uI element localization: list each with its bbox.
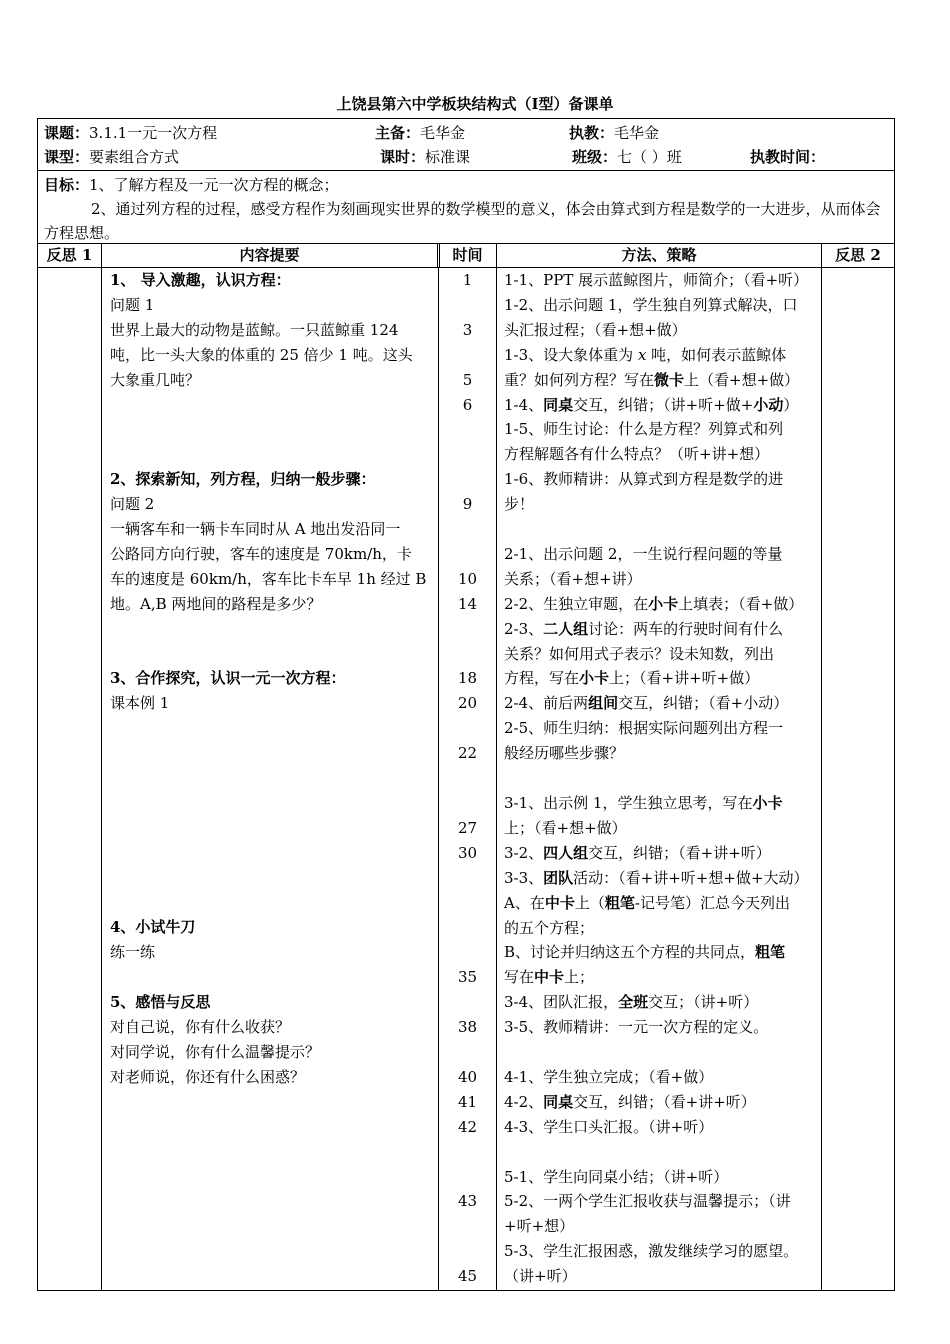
method-step: 上；（看+想+做） (504, 818, 627, 837)
method-step: 1-1、PPT 展示蓝鲸图片，师简介；（看+听） (504, 271, 809, 289)
goal-1: 1、了解方程及一元一次方程的概念； (89, 176, 339, 194)
teacher-value: 毛华金 (614, 124, 660, 142)
time-mark: 5 (462, 370, 473, 389)
method-step: 3-1、出示例 1，学生独立思考，写在小卡 (504, 794, 783, 812)
method-step: 4-1、学生独立完成；（看+做） (504, 1067, 714, 1086)
time-mark: 18 (457, 669, 478, 688)
class-value: 七（ ）班 (617, 148, 682, 166)
lesson-type-value: 要素组合方式 (89, 148, 180, 166)
section-4-title: 4、小试牛刀 (110, 918, 196, 937)
method-step: 头汇报过程；（看+想+做） (504, 320, 687, 339)
teacher-field (569, 121, 659, 145)
divider-col-time (496, 243, 497, 1290)
method-step: 1-4、同桌交互，纠错；（讲+听+做+小动） (504, 395, 799, 414)
section-2-text: 地。A,B 两地间的路程是多少？ (110, 594, 322, 613)
method-column (504, 268, 818, 1289)
method-step: 方程，写在小卡上；（看+讲+听+做） (504, 669, 760, 688)
method-step: 写在中卡上； (504, 968, 595, 987)
section-5-text: 对老师说，你还有什么困惑？ (110, 1067, 306, 1086)
col-header-time: 时间 (452, 246, 483, 264)
method-step: 1-5、师生讨论：什么是方程？列算式和列 (504, 420, 784, 439)
method-step: B、讨论并归纳这五个方程的共同点，粗笔 (504, 943, 786, 962)
time-mark: 27 (457, 818, 478, 837)
time-mark: 22 (457, 744, 478, 763)
method-step: 1-6、教师精讲：从算式到方程是数学的进 (504, 470, 784, 489)
method-step: （讲+听） (504, 1267, 577, 1286)
method-step: 2-1、出示问题 2，一生说行程问题的等量 (504, 544, 783, 563)
lesson-plan-table (37, 118, 895, 1291)
preparer-value: 毛华金 (420, 124, 466, 142)
divider-col-reflect1 (101, 243, 102, 1290)
time-mark: 41 (457, 1092, 478, 1111)
method-step: 2-2、生独立审题，在小卡上填表；（看+做） (504, 594, 804, 613)
section-2-text: 一辆客车和一辆卡车同时从 A 地出发沿同一 (110, 520, 401, 539)
section-1-title: 1、 导入激趣，认识方程： (110, 271, 291, 289)
time-mark: 14 (457, 594, 478, 613)
section-5-text: 对同学说，你有什么温馨提示？ (110, 1042, 321, 1061)
method-step: 的五个方程； (504, 918, 595, 937)
divider-header-goals (38, 170, 894, 171)
method-step: 2-5、师生归纳：根据实际问题列出方程一 (504, 719, 784, 738)
section-2-text: 车的速度是 60km/h，客车比卡车早 1h 经过 B (110, 569, 427, 588)
time-mark: 6 (462, 395, 473, 414)
method-step: 步！ (504, 495, 535, 514)
col-header-method: 方法、策略 (621, 246, 697, 264)
lesson-type-label: 课型： (44, 148, 90, 166)
section-3-text: 课本例 1 (110, 694, 170, 713)
teaching-time-field (750, 145, 825, 169)
method-step: 3-3、团队活动：（看+讲+听+想+做+大动） (504, 868, 809, 887)
time-mark: 30 (457, 843, 478, 862)
method-step: 方程解题各有什么特点？（听+讲+想） (504, 445, 770, 464)
lesson-type-field (44, 145, 179, 169)
period-label: 课时： (380, 148, 426, 166)
method-step: 5-3、学生汇报困惑，激发继续学习的愿望。 (504, 1242, 799, 1261)
method-step: 关系？如何用式子表示？设未知数，列出 (504, 644, 775, 663)
method-step: 4-3、学生口头汇报。（讲+听） (504, 1117, 714, 1136)
period-value: 标准课 (425, 148, 471, 166)
topic-label: 课题： (44, 124, 90, 142)
class-label: 班级： (572, 148, 618, 166)
method-step: 3-2、四人组交互，纠错；（看+讲+听） (504, 843, 771, 862)
time-mark: 42 (457, 1117, 478, 1136)
topic-value: 3.1.1一元一次方程 (89, 124, 218, 142)
method-step: 关系；（看+想+讲） (504, 569, 642, 588)
col-header-reflect1: 反思 1 (46, 246, 93, 264)
section-1-text: 大象重几吨？ (110, 370, 201, 389)
section-1-text: 世界上最大的动物是蓝鲸。一只蓝鲸重 124 (110, 320, 399, 339)
time-mark: 9 (462, 495, 473, 514)
teacher-label: 执教： (569, 124, 615, 142)
time-mark: 40 (457, 1067, 478, 1086)
goal-2: 2、通过列方程的过程，感受方程作为刻画现实世界的数学模型的意义，体会由算式到方程是数学的一大进步，从而体会方程思想。 (44, 200, 881, 242)
period-field (380, 145, 470, 169)
time-mark: 38 (457, 1017, 478, 1036)
section-1-question-label: 问题 1 (110, 295, 155, 314)
method-step: 2-4、前后两组间交互，纠错；（看+小动） (504, 694, 789, 713)
section-5-text: 对自己说，你有什么收获？ (110, 1017, 291, 1036)
time-mark: 43 (457, 1192, 478, 1211)
method-step: 般经历哪些步骤？ (504, 744, 625, 763)
method-step: 4-2、同桌交互，纠错；（看+讲+听） (504, 1092, 756, 1111)
section-5-title: 5、感悟与反思 (110, 993, 211, 1012)
method-step: 3-5、教师精讲：一元一次方程的定义。 (504, 1018, 769, 1037)
section-1-text: 吨，比一头大象的体重的 25 倍少 1 吨。这头 (110, 345, 413, 364)
time-mark: 20 (457, 694, 478, 713)
teaching-time-label: 执教时间： (750, 148, 826, 166)
method-step: 5-2、一两个学生汇报收获与温馨提示；（讲 (504, 1192, 791, 1211)
method-step: 1-2、出示问题 1，学生独自列算式解决，口 (504, 295, 798, 314)
preparer-label: 主备： (375, 124, 421, 142)
time-mark: 1 (462, 271, 473, 289)
section-3-title: 3、合作探究，认识一元一次方程： (110, 669, 346, 688)
method-step: 3-4、团队汇报，全班交互；（讲+听） (504, 993, 759, 1012)
section-2-title: 2、探索新知，列方程，归纳一般步骤： (110, 470, 376, 489)
preparer-field (375, 121, 465, 145)
time-mark: 3 (462, 320, 473, 339)
col-header-content: 内容提要 (239, 246, 300, 264)
content-column (110, 268, 435, 1090)
goals-label: 目标： (44, 176, 90, 194)
section-2-question-label: 问题 2 (110, 495, 155, 514)
method-step: 2-3、二人组讨论：两车的行驶时间有什么 (504, 619, 784, 638)
method-step: A、在中卡上（粗笔-记号笔）汇总今天列出 (504, 893, 790, 912)
class-field (572, 145, 682, 169)
method-step: 5-1、学生向同桌小结；（讲+听） (504, 1167, 729, 1186)
section-4-text: 练一练 (110, 943, 156, 962)
method-step: 1-3、设大象体重为 x 吨，如何表示蓝鲸体 (504, 345, 787, 364)
section-2-text: 公路同方向行驶，客车的速度是 70km/h，卡 (110, 544, 412, 563)
col-header-reflect2: 反思 2 (835, 246, 881, 264)
goals-section (44, 173, 890, 245)
time-mark: 10 (457, 569, 478, 588)
divider-col-method (821, 243, 822, 1290)
time-column (439, 268, 496, 1289)
method-step: +听+想） (504, 1217, 575, 1236)
time-mark: 45 (457, 1266, 478, 1285)
topic-field (44, 121, 217, 145)
method-step: 重？如何列方程？写在微卡上（看+想+做） (504, 370, 800, 389)
time-mark: 35 (457, 968, 478, 987)
document-title: 上饶县第六中学板块结构式（Ⅰ型）备课单 (336, 95, 614, 113)
